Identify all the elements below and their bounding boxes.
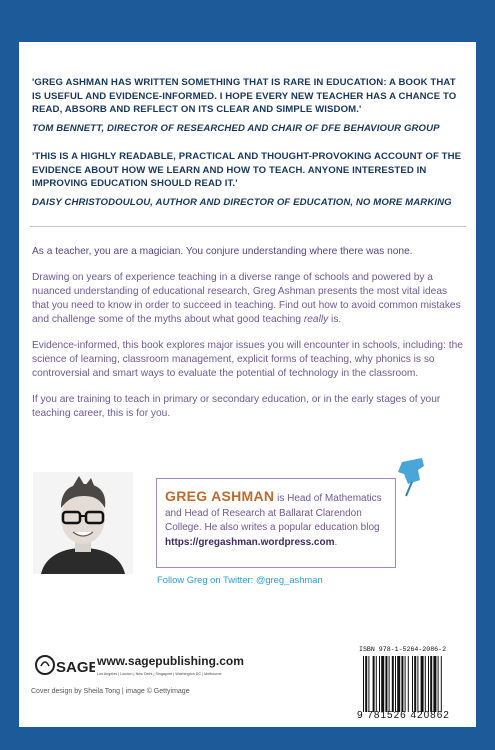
author-photo <box>33 472 133 574</box>
twitter-link[interactable]: Follow Greg on Twitter: @greg_ashman <box>157 574 323 585</box>
endorsement <box>32 76 464 135</box>
endorsement-text: 'GREG ASHMAN HAS WRITTEN SOMETHING THAT IS RARE IN EDUCATION: A BOOK THAT IS USEFUL AND EVIDENCE-INFORMED. I HOPE EVERY NEW TEACHER HAS A CHANCE TO READ, ABSORB AND REFLECT ON ITS CLEAR AND SIMPLE WISDOM.' <box>32 77 457 115</box>
blurb <box>32 245 466 433</box>
endorsements <box>32 76 464 209</box>
back-cover <box>19 42 476 727</box>
sage-logo <box>35 653 95 677</box>
blurb-paragraph <box>32 271 466 327</box>
publisher-url: www.sagepublishing.com <box>97 654 244 668</box>
blurb-text: is. <box>328 314 342 325</box>
endorsement-attribution: DAISY CHRISTODOULOU, AUTHOR AND DIRECTOR OF EDUCATION, NO MORE MARKING <box>32 196 452 208</box>
author-name: GREG ASHMAN <box>165 488 275 504</box>
divider <box>30 226 466 227</box>
author-bio-end: . <box>334 536 338 548</box>
svg-text:SAGE: SAGE <box>56 659 95 676</box>
blurb-emphasis: really <box>303 314 329 325</box>
blog-link[interactable]: https://gregashman.wordpress.com <box>165 536 335 548</box>
barcode-digits: 9 781526 420862 <box>357 710 450 721</box>
blurb-paragraph: If you are training to teach in primary or secondary education, or in the early stages of your teaching career, this is for you. <box>32 394 441 419</box>
author-bio-box <box>156 478 396 568</box>
publisher-cities: Los Angeles | London | New Delhi | Singapore | Washington DC | Melbourne <box>97 672 222 676</box>
blurb-paragraph: Evidence-informed, this book explores major issues you will encounter in schools, including: the science of learning, classroom management, explicit forms of teaching, why phonics is so controversial and smart ways to evaluate the potential of technology in the classroom. <box>32 340 463 379</box>
author-bio <box>165 489 391 550</box>
endorsement-text: 'THIS IS A HIGHLY READABLE, PRACTICAL AND THOUGHT-PROVOKING ACCOUNT OF THE EVIDENCE ABOUT HOW WE LEARN AND HOW TO TEACH. ANYONE INTERESTED IN IMPROVING EDUCATION SHOULD READ IT.' <box>32 151 462 189</box>
author-bio-text: is Head of Mathematics and Head of Research at Ballarat Clarendon College. He also writes a popular education blog <box>165 493 382 533</box>
isbn-block <box>357 644 474 726</box>
cover-credits: Cover design by Sheila Tong | image © Gettyimage <box>31 688 190 695</box>
isbn-label: ISBN 978-1-5264-2086-2 <box>359 646 447 653</box>
pushpin-icon <box>394 456 434 500</box>
endorsement-attribution: TOM BENNETT, DIRECTOR OF RESEARCHED AND CHAIR OF DFE BEHAVIOUR GROUP <box>32 122 440 134</box>
endorsement <box>32 150 464 209</box>
blurb-text: Drawing on years of experience teaching in a diverse range of schools and powered by a nuanced understanding of educational research, Greg Ashman presents the most vital ideas that you need to know in order to succeed in teaching. Find out how to avoid common mistakes and challenge some of the myths about what good teaching <box>32 272 461 325</box>
blurb-lead: As a teacher, you are a magician. You conjure understanding where there was none. <box>32 246 413 257</box>
barcode <box>361 656 471 712</box>
